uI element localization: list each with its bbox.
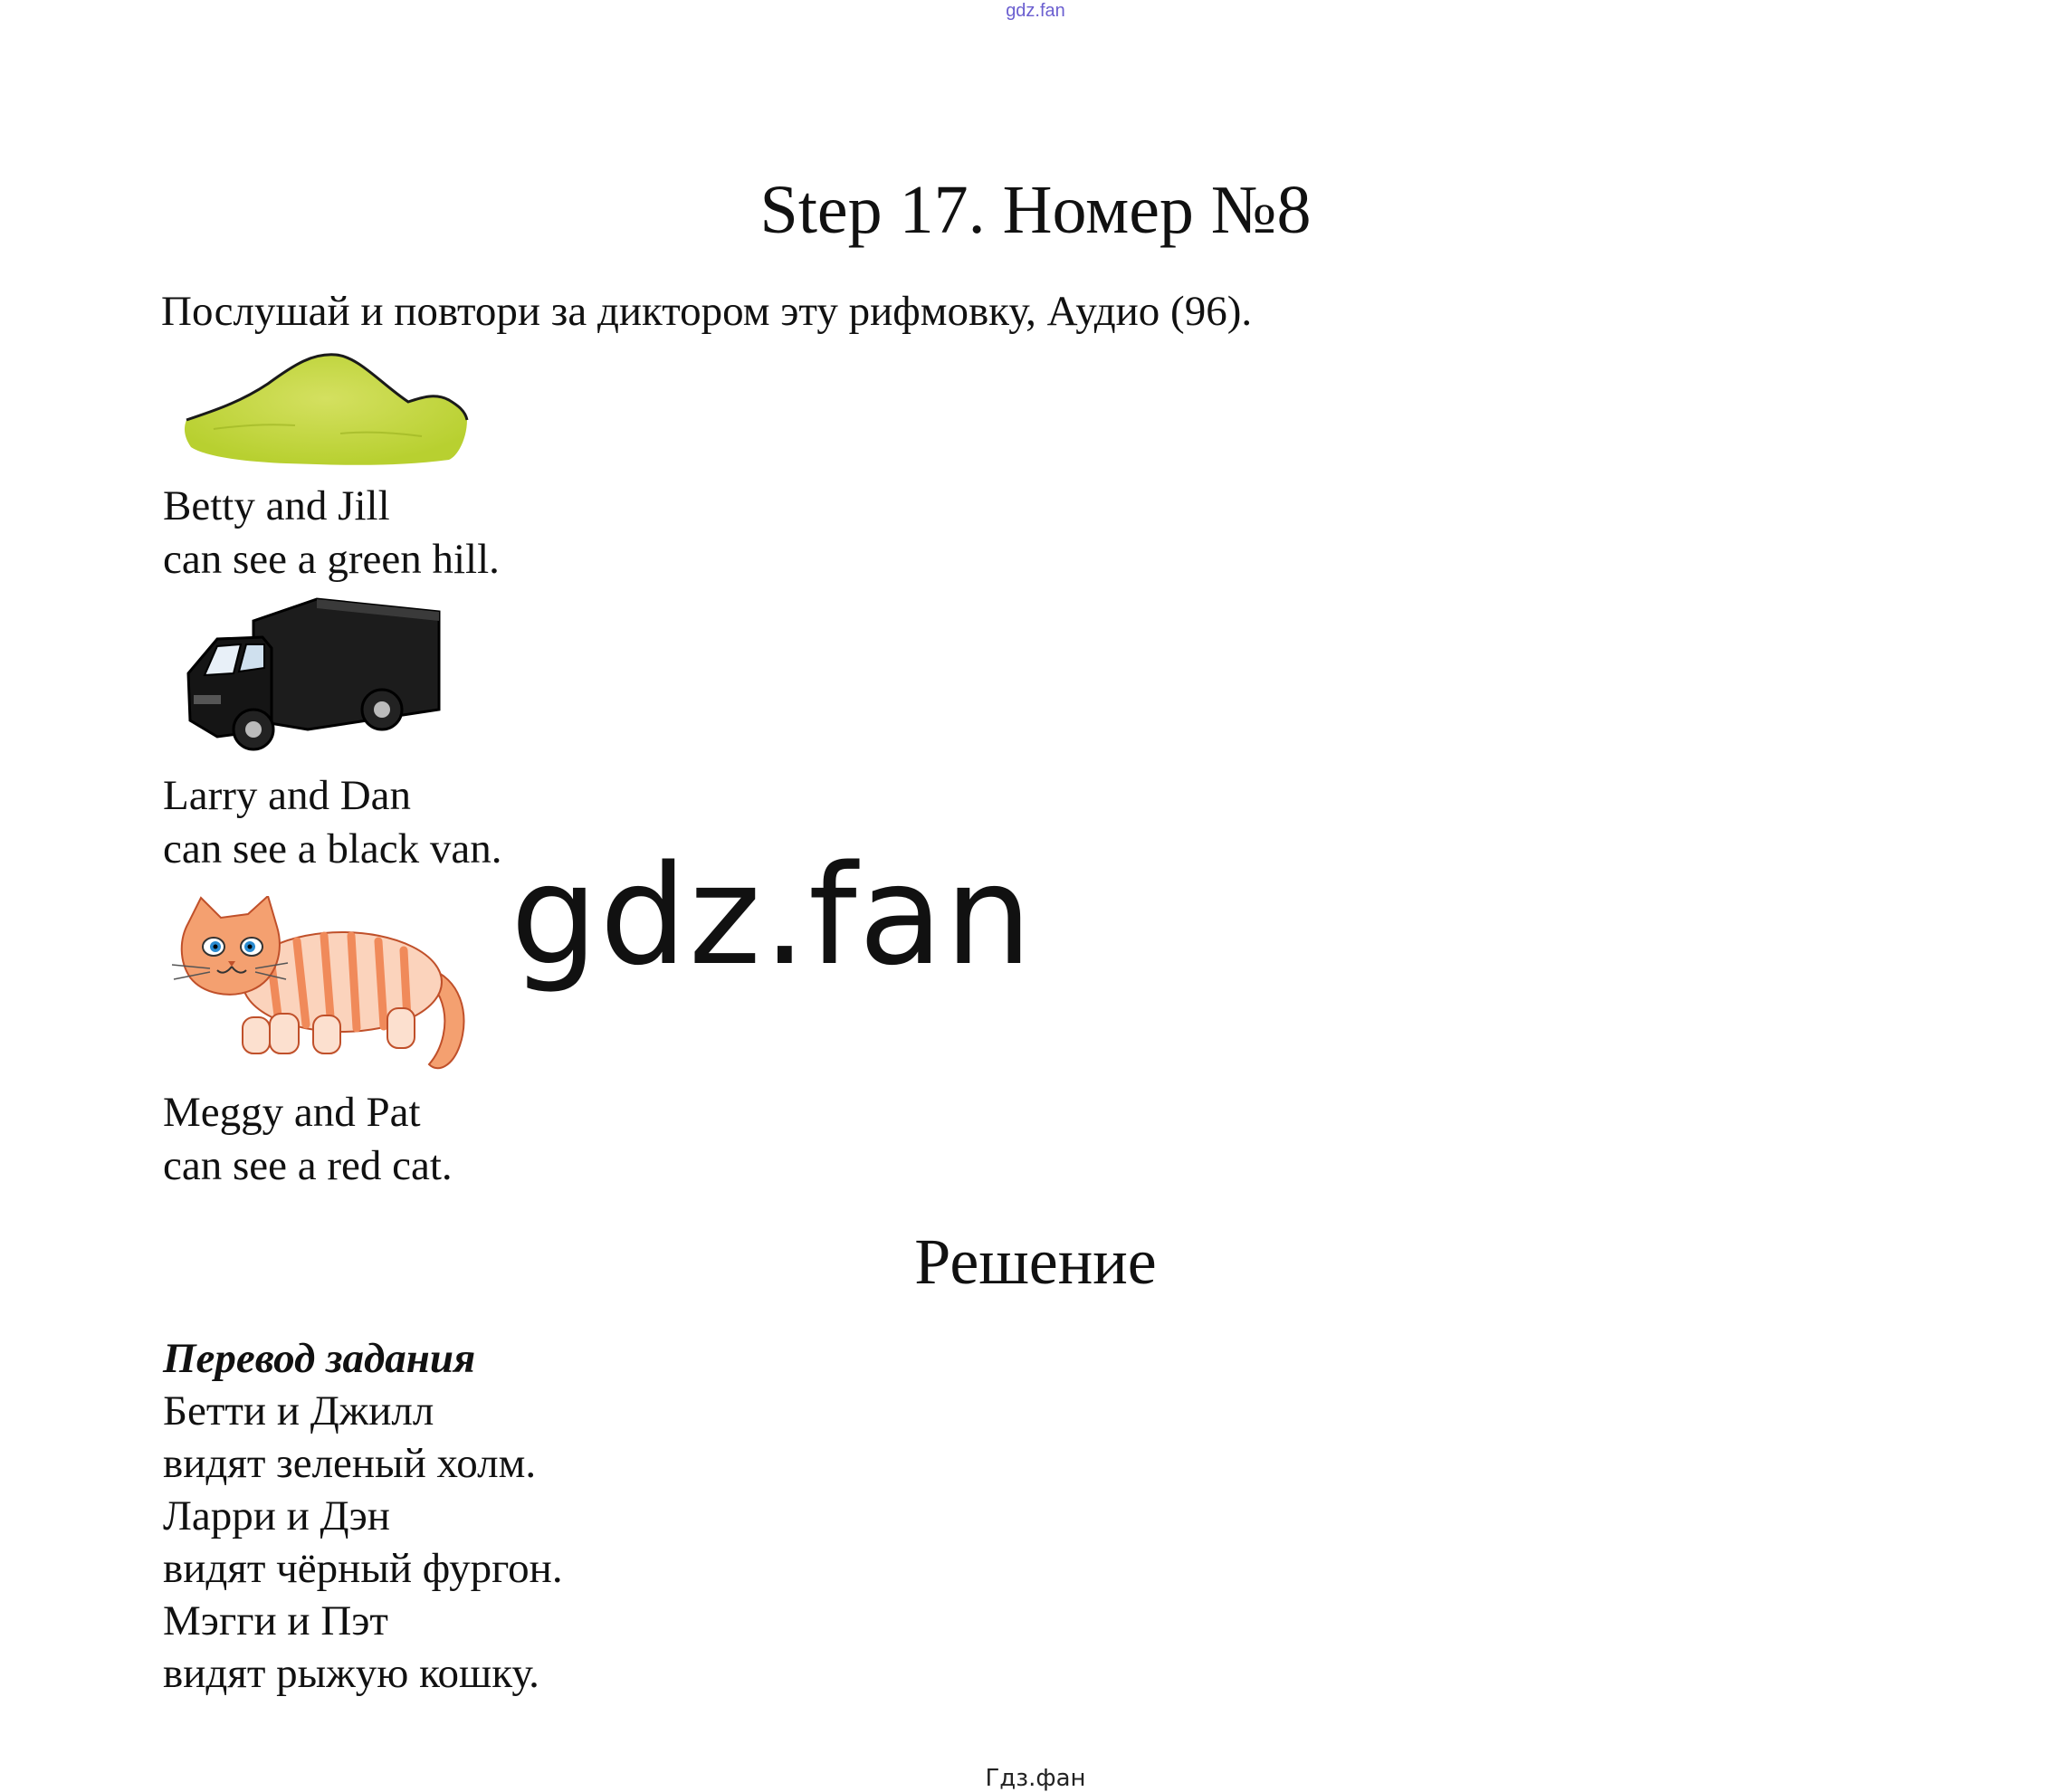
rhyme-3-line-1: Meggy and Pat xyxy=(163,1089,421,1136)
rhyme-3 xyxy=(163,1086,453,1193)
rhyme-2-line-2: can see a black van. xyxy=(163,825,502,872)
translation-line: видят рыжую кошку. xyxy=(163,1650,539,1697)
cat-icon xyxy=(170,896,478,1077)
van-icon xyxy=(181,594,444,757)
translation-line: Мэгги и Пэт xyxy=(163,1597,388,1644)
translation-heading: Перевод задания xyxy=(163,1335,476,1382)
rhyme-1-line-1: Betty and Jill xyxy=(163,482,390,529)
translation-lines xyxy=(163,1385,563,1700)
rhyme-3-line-2: can see a red cat. xyxy=(163,1142,453,1189)
rhyme-1-line-2: can see a green hill. xyxy=(163,536,500,583)
rhyme-1 xyxy=(163,480,500,586)
center-watermark: gdz.fan xyxy=(511,835,1035,996)
translation-line: Бетти и Джилл xyxy=(163,1387,434,1435)
translation-line: видят зеленый холм. xyxy=(163,1440,537,1487)
translation-line: видят чёрный фургон. xyxy=(163,1545,563,1592)
rhyme-2-line-1: Larry and Dan xyxy=(163,772,412,819)
top-watermark: gdz.fan xyxy=(1006,1,1065,21)
page-title: Step 17. Номер №8 xyxy=(759,172,1312,248)
hill-icon xyxy=(177,348,476,474)
footer-watermark: Гдз.фан xyxy=(985,1765,1086,1792)
task-instruction: Послушай и повтори за диктором эту рифмовку, Аудио (96). xyxy=(161,288,1253,335)
solution-heading: Решение xyxy=(914,1225,1157,1298)
translation-line: Ларри и Дэн xyxy=(163,1492,390,1539)
rhyme-2 xyxy=(163,769,502,876)
